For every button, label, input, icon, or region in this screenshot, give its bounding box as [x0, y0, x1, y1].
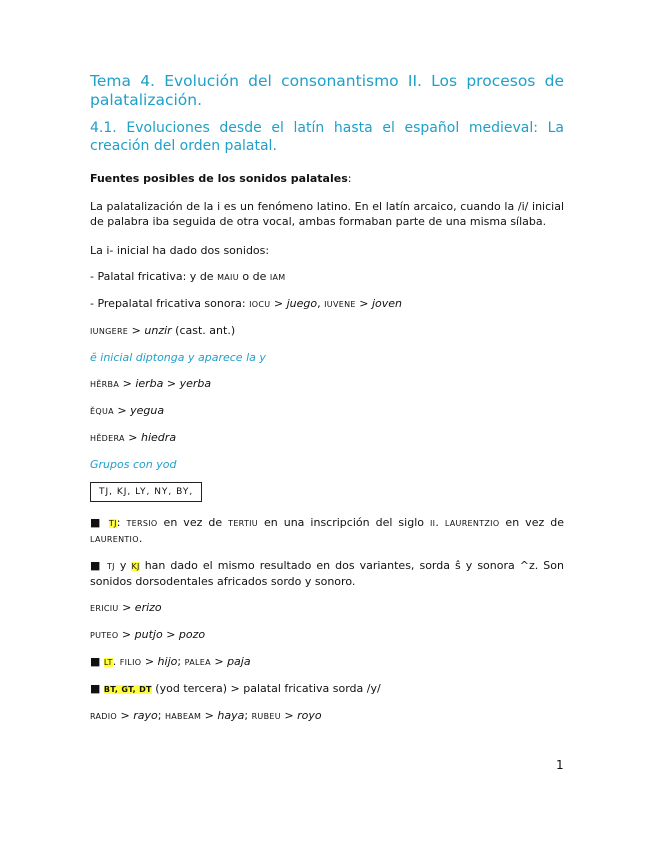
e-inicial-note: ĕ inicial diptonga y aparece la y: [90, 351, 266, 364]
bullet-icon: ■: [90, 559, 102, 572]
document-page: [90, 72, 564, 724]
text: >: [141, 655, 158, 668]
kj-paragraph: [90, 558, 564, 589]
text: .: [435, 516, 445, 529]
text: en una inscripción del siglo: [257, 516, 430, 529]
spanish-word: hijo: [157, 655, 178, 668]
herba-line: [90, 376, 564, 392]
latin-word: LAURENTZIO: [444, 519, 500, 528]
page-number: 1: [556, 758, 564, 772]
spanish-word: erizo: [134, 601, 162, 614]
spanish-word: ierba: [135, 377, 164, 390]
prepalatal-line: [90, 296, 564, 312]
spanish-word: rayo: [133, 709, 158, 722]
latin-word: HĔDERA: [90, 434, 125, 443]
spanish-word: royo: [297, 709, 322, 722]
fuentes-colon: :: [347, 172, 352, 185]
latin-word: PALEA: [184, 658, 211, 667]
lt-line: [90, 654, 564, 670]
text: o de: [238, 270, 270, 283]
latin-word: IOCU: [249, 300, 271, 309]
text: ;: [157, 709, 165, 722]
latin-word: IUVENE: [324, 300, 356, 309]
text: - Prepalatal fricativa sonora:: [90, 297, 250, 310]
latin-word: RUBEU: [251, 712, 281, 721]
text: >: [119, 377, 136, 390]
text: y: [114, 559, 132, 572]
spanish-word: putjo: [134, 628, 163, 641]
ericiu-line: [90, 600, 564, 616]
text: (cast. ant.): [171, 324, 236, 337]
text: >: [128, 324, 145, 337]
text: >: [113, 404, 131, 417]
text: >: [117, 709, 134, 722]
latin-word: FILIO: [119, 658, 142, 667]
latin-word: TERSIO: [126, 519, 158, 528]
latin-word: ĔQUA: [90, 407, 114, 416]
tj-paragraph: [90, 515, 564, 547]
text: han dado el mismo resultado en dos variantes, sorda ŝ y sonora ^z. Son sonidos dorsodentales africados sordo y sonoro.: [90, 559, 564, 588]
text: ;: [244, 709, 252, 722]
text: .: [138, 532, 143, 545]
text: >: [280, 709, 298, 722]
text: >: [201, 709, 218, 722]
text: ;: [177, 655, 185, 668]
text: >: [118, 601, 135, 614]
latin-word: PUTEO: [90, 631, 119, 640]
text: >: [118, 628, 135, 641]
spanish-word: unzir: [144, 324, 172, 337]
text: /y/: [366, 682, 381, 695]
highlight-bt-gt-dt: BT, GT, DT: [103, 685, 152, 694]
fuentes-line: [90, 171, 564, 186]
bullet-icon: ■: [90, 682, 101, 695]
text: .: [112, 655, 120, 668]
text: >: [270, 297, 287, 310]
latin-word: IAM: [269, 273, 286, 282]
text: >: [355, 297, 372, 310]
subtitle-heading: 4.1. Evoluciones desde el latín hasta el español medieval: La creación del orden palatal.: [90, 120, 564, 154]
spanish-word: paja: [227, 655, 251, 668]
latin-word: II: [429, 519, 436, 528]
bullet-icon: ■: [90, 655, 101, 668]
radio-line: [90, 708, 564, 724]
latin-word: IUNGERE: [90, 327, 129, 336]
latin-word: ERICIU: [90, 604, 119, 613]
spanish-word: joven: [371, 297, 402, 310]
latin-word: HĔRBA: [90, 380, 120, 389]
spanish-word: juego: [286, 297, 318, 310]
spanish-word: hiedra: [141, 431, 177, 444]
latin-word: TERTIU: [228, 519, 258, 528]
hedera-line: [90, 430, 564, 446]
text: en vez de: [157, 516, 229, 529]
text: >: [163, 377, 180, 390]
text: (yod tercera) > palatal fricativa sorda: [151, 682, 367, 695]
highlight-kj: KJ: [131, 562, 140, 571]
latin-word: RADIO: [90, 712, 118, 721]
text: >: [124, 431, 142, 444]
latin-word: HABEAM: [164, 712, 202, 721]
yod-groups-box: TJ, KJ, LY, NY, BY,: [90, 482, 202, 502]
text: en vez de: [499, 516, 564, 529]
grupos-heading: Grupos con yod: [90, 458, 177, 471]
bt-line: [90, 681, 564, 697]
highlight-lt: LT: [103, 658, 113, 667]
i-inicial-line: La i- inicial ha dado dos sonidos:: [90, 244, 270, 257]
text: >: [162, 628, 179, 641]
spanish-word: yegua: [130, 404, 165, 417]
text: >: [210, 655, 228, 668]
title-heading: Tema 4. Evolución del consonantismo II. Los procesos de palatalización.: [90, 72, 564, 109]
text: - Palatal fricativa: y de: [90, 270, 218, 283]
intro-paragraph: La palatalización de la i es un fenómeno latino. En el latín arcaico, cuando la /i/ inicial de palabra iba seguida de otra vocal, ambas formaban parte de una misma sílaba.: [90, 200, 564, 228]
latin-word: TJ: [106, 562, 115, 571]
text: :: [116, 516, 127, 529]
fuentes-heading: Fuentes posibles de los sonidos palatales: [90, 172, 348, 185]
iungere-line: [90, 323, 564, 339]
text: ,: [317, 297, 325, 310]
palatal-fricativa-line: [90, 269, 564, 285]
equa-line: [90, 403, 564, 419]
highlight-tj: TJ: [108, 519, 117, 528]
spanish-word: haya: [217, 709, 245, 722]
spanish-word: pozo: [178, 628, 206, 641]
bullet-icon: ■: [90, 516, 103, 529]
latin-word: LAURENTIO: [90, 535, 139, 544]
spanish-word: yerba: [179, 377, 212, 390]
puteo-line: [90, 627, 564, 643]
latin-word: MAIU: [217, 273, 239, 282]
